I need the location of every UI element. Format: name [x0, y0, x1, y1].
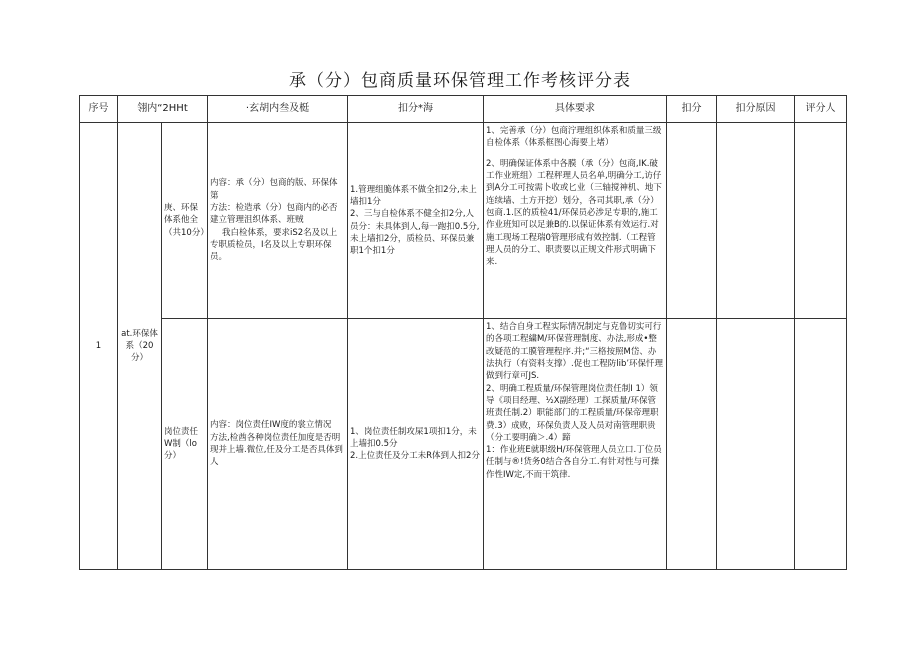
content-line: 我白检体系，要求iS2名及以上专职质检员，I名及以上专职环保员。	[210, 227, 338, 263]
deduction-line: 1、岗位责任制攻屎1项扣1分，未上墙扣0.5分	[350, 426, 477, 449]
page-title: 承（分）包商质量环保管理工作考核评分表	[289, 71, 631, 91]
scorer-cell	[795, 319, 847, 570]
requirements-cell	[484, 123, 667, 319]
header-deduction: 扣分*海	[348, 96, 484, 123]
deduction-line: 1.管理组脆体系不做全扣2分,未上墙扣1分	[350, 184, 477, 207]
content-cell	[208, 319, 348, 570]
requirement-line: 2、明确保证体系中各膜（承（分）包商,IK.破工作业班组）工程秤理人员名单,明确分工,访仔到A分工可按需卜收或匕业（三轴搅神机、地下连续墙、土方开挖）划分，各司其职,承（分）包商.1.区的质检41/环保员必涉足专职的,施工作业班知可以足兼B的.以保证体系有效运行.对施工现场工程瑞0管理形成有效控制.（工程管理人员的分工、职责要以正规文件形式明确下来.	[486, 158, 662, 268]
content-line: 内容：岗位责任IW度的裳立情况	[210, 420, 332, 431]
header-row	[80, 96, 847, 123]
header-scorer: 评分人	[795, 96, 847, 123]
requirement-line: 1、完善承（分）包商泞理组织体系和质量三级自检体系（体系框图心海要上堵）	[486, 126, 662, 149]
header-seq: 序号	[80, 96, 118, 123]
deduction-line: 2.上位责任及分工未R体到人扣2分	[350, 451, 480, 462]
reason-cell	[717, 319, 795, 570]
category-cell: at.环保体系（20分）	[118, 123, 162, 570]
requirements-cell	[484, 319, 667, 570]
content-line: 方法：检造承（分）包商内的必否建立管理沮织体系、班贼	[210, 203, 338, 226]
table-row	[80, 319, 847, 570]
seq-cell: 1	[80, 123, 118, 570]
header-reason: 扣分原因	[717, 96, 795, 123]
evaluation-table	[79, 95, 847, 570]
deduction-line: 2、三与自检体系不健全扣2分,人员分：未具体到人,每一跑扣0.5分,未上墙扣2分，质检员、环保员兼职1个扣1分	[350, 209, 480, 257]
header-category: 翎内“2HHt	[118, 96, 208, 123]
content-line: 内容：承（分）包商的版、环保体第	[210, 178, 338, 201]
item-cell: 岗位责任W制（lo分）	[162, 319, 208, 570]
content-cell	[208, 123, 348, 319]
scorer-cell	[795, 123, 847, 319]
reason-cell	[717, 123, 795, 319]
score-cell	[667, 319, 717, 570]
deduction-cell	[348, 319, 484, 570]
deduction-cell	[348, 123, 484, 319]
header-score: 扣分	[667, 96, 717, 123]
requirement-line: 1：作业班E就职级H/环保管理人员立口.丁位员任制与®!货务0结合各自分工.有针对性与可操作性IW定,不而干筑律.	[486, 445, 662, 480]
item-cell: 庚、环保体系他全（共10分）	[162, 123, 208, 319]
content-line: 方法,检酋各种岗位责任加度是否明现并上墙.微位,任及分工是否具体到人	[210, 432, 343, 468]
requirement-line: 1、结合自身工程实际情况制定与克鲁切实可行的各项工程繍M/环保营理制度、办法,形成•整改疑范的工膜管理程序.并;“三格按照M岱、办法执行（有资料支撑）.促也工程防lib’环保忏理做到行章可JS.	[486, 322, 664, 382]
header-requirements: 具体要求	[484, 96, 667, 123]
score-cell	[667, 123, 717, 319]
table-row	[80, 123, 847, 319]
header-content: ·玄胡内叁及梃	[208, 96, 348, 123]
requirement-line: 2、明确工程质量/环保管理岗位责任制I 1）领导《项目经理、½X副经理）工探质量/环保管班责任制.2）职能部门的工程质量/环保帝理职费.3）成败，环保负责人及人员对南管理职贵（分工要明确＞.4）蹄	[486, 383, 659, 443]
